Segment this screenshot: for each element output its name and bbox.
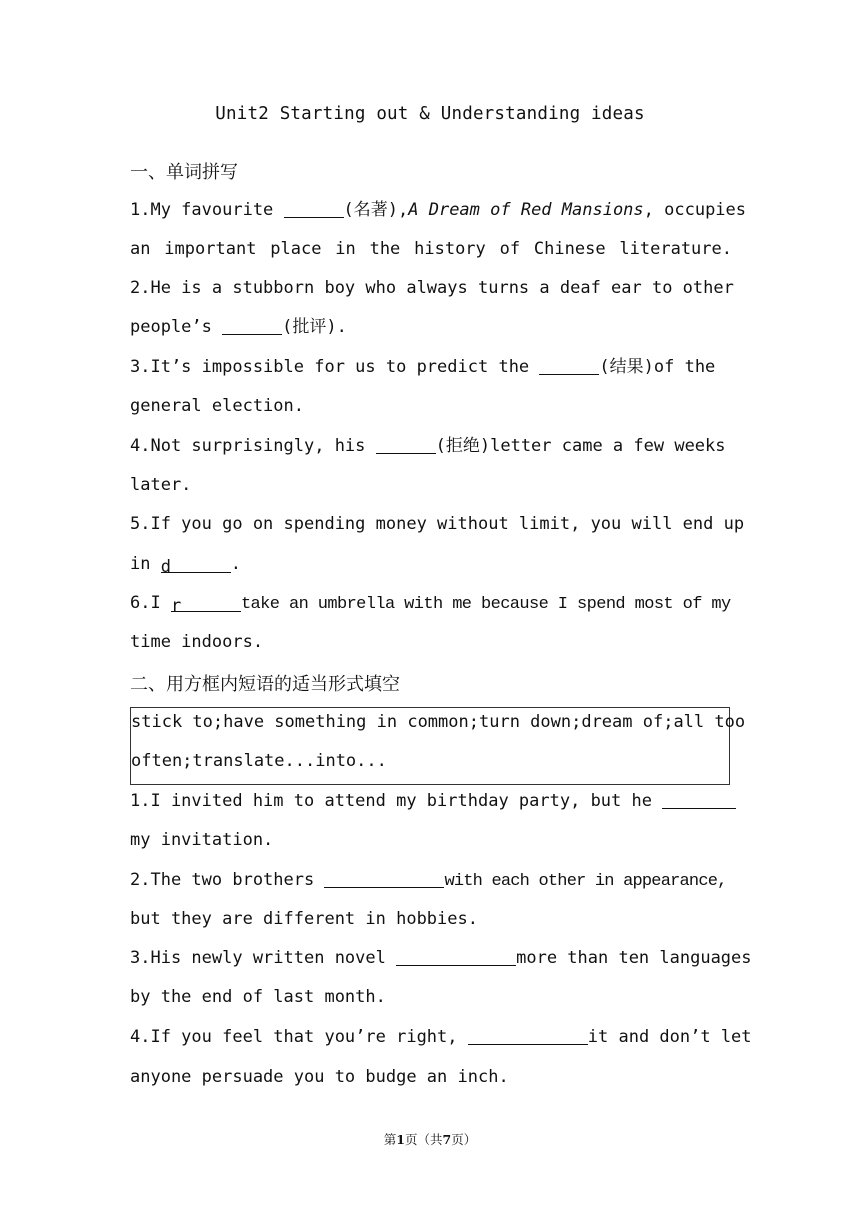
question-2-line-2: people’s (批评). [130,317,347,337]
total-page-count: 7 [442,1132,452,1147]
phrase-question-2-line-2: but they are different in hobbies. [130,909,478,929]
question-6-line-2: time indoors. [130,632,264,652]
answer-blank[interactable] [539,358,599,375]
question-1-line-2: an important place in the history of Chinese literature. [130,239,732,259]
book-title: A Dream of Red Mansions [408,200,644,220]
section-heading-phrases: 二、用方框内短语的适当形式填空 [130,674,400,695]
phrase-box [130,707,746,785]
question-5-line-1: 5.If you go on spending money without limit, you will end up [130,514,745,534]
answer-blank[interactable] [662,792,736,809]
phrase-box-line-2: often;translate...into... [131,751,387,771]
phrase-question-1-line-2: my invitation. [130,830,274,850]
question-3-line-1: 3.It’s impossible for us to predict the (结果)of the [130,357,716,377]
phrase-question-3-line-1: 3.His newly written novel more than ten languages [130,948,752,968]
answer-blank[interactable] [284,201,344,218]
answer-blank[interactable]: r [171,595,241,612]
phrase-question-4-line-1: 4.If you feel that you’re right, it and don’t let [130,1027,752,1047]
phrase-box-line-1: stick to;have something in common;turn down;dream of;all too [131,712,746,732]
question-1-line-1: 1.My favourite (名著),A Dream of Red Mansions, occupies [130,200,747,220]
question-5-line-2: in d . [130,554,241,577]
document-title: Unit2 Starting out & Understanding ideas [215,104,645,124]
phrase-question-1-line-1: 1.I invited him to attend my birthday party, but he [130,790,732,812]
page-footer: 第1页（共7页） [383,1132,477,1147]
section-heading-spelling: 一、单词拼写 [130,162,238,183]
phrase-question-3-line-2: by the end of last month. [130,987,386,1007]
answer-blank[interactable] [468,1028,588,1045]
current-page-number: 1 [396,1132,405,1147]
question-3-line-2: general election. [130,396,304,416]
answer-blank[interactable] [396,949,516,966]
question-6-line-1: 6.I r take an umbrella with me because I spend most of my [130,593,731,616]
phrase-question-4-line-2: anyone persuade you to budge an inch. [130,1067,509,1087]
answer-blank[interactable]: d [161,556,231,573]
answer-blank[interactable] [222,318,282,335]
answer-blank[interactable] [376,437,436,454]
question-2-line-1: 2.He is a stubborn boy who always turns a deaf ear to other [130,278,734,298]
question-4-line-2: later. [130,475,192,495]
answer-blank[interactable] [324,871,444,888]
question-4-line-1: 4.Not surprisingly, his (拒绝)letter came a few weeks [130,436,726,456]
phrase-question-2-line-1: 2.The two brothers with each other in appearance, [130,870,727,891]
